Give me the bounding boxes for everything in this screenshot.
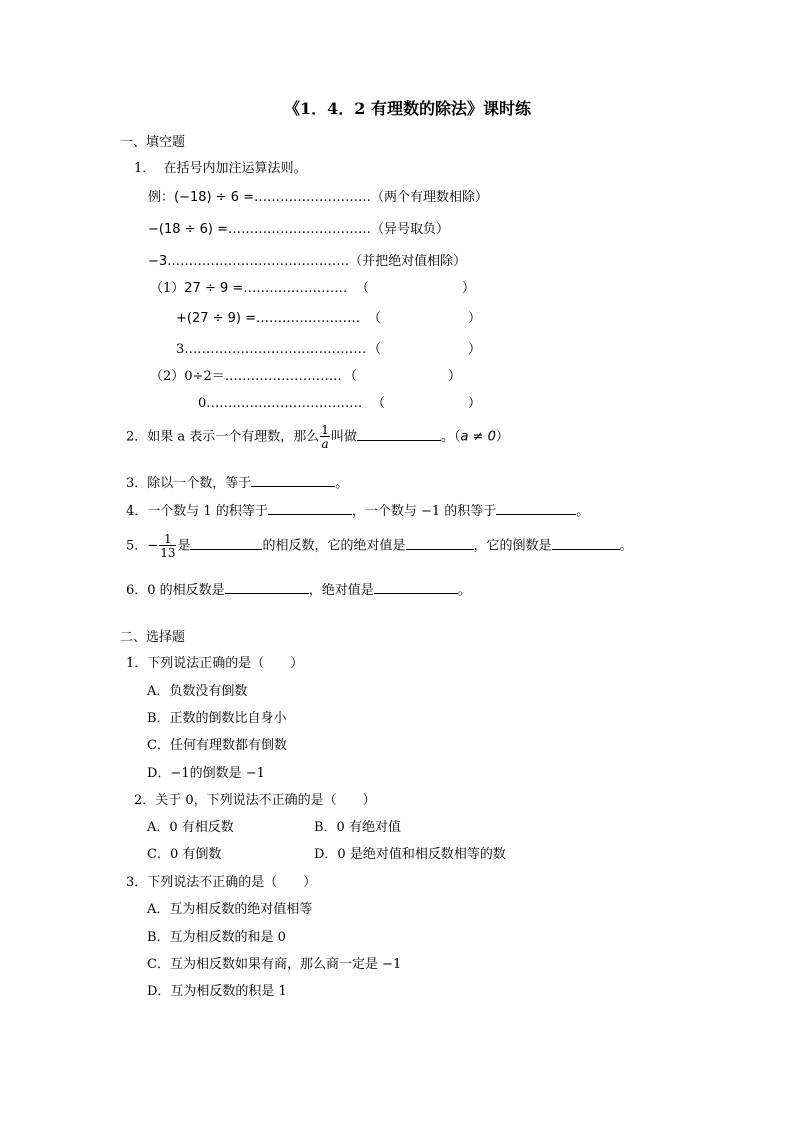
question-text: 叫做 — [330, 429, 357, 445]
question-text: ，绝对值是 — [308, 583, 374, 598]
option-d[interactable]: D．−1的倒数是 −1 — [147, 766, 265, 781]
option-c[interactable]: C．任何有理数都有倒数 — [147, 738, 287, 753]
answer-paren-right: ） — [468, 342, 482, 357]
question-text: 。（ — [440, 429, 461, 445]
part-expression: 0 — [198, 396, 207, 411]
answer-blank[interactable] — [406, 537, 474, 550]
option-d[interactable]: D．0 是绝对值和相反数相等的数 — [314, 847, 506, 862]
mc-question-2-stem: 2．关于 0，下列说法不正确的是（ ） — [134, 793, 376, 808]
dot-leader: …………………………… — [228, 222, 372, 237]
answer-blank[interactable] — [496, 502, 576, 515]
part-expression: +(27 ÷ 9) = — [176, 311, 257, 326]
question-number: 6． — [126, 583, 148, 598]
question-text: ，它的倒数是 — [473, 538, 552, 554]
example-line-3 — [148, 255, 466, 268]
answer-blank[interactable] — [552, 537, 620, 550]
minus-sign: − — [147, 538, 159, 554]
question-text: 。 — [457, 583, 471, 598]
answer-blank[interactable] — [268, 502, 352, 515]
question-2 — [126, 424, 509, 450]
answer-paren-right: ） — [448, 369, 462, 384]
question-5 — [126, 533, 633, 559]
example-line-2 — [148, 223, 449, 236]
question-text: ） — [495, 429, 509, 445]
rule-note: （两个有理数相除） — [371, 190, 489, 205]
part-expression: 3 — [176, 342, 185, 357]
question-number: 4． — [126, 504, 148, 519]
fraction-one-over-a — [320, 424, 330, 450]
question-text: ，一个数与 −1 的积等于 — [351, 504, 497, 519]
answer-blank[interactable] — [251, 474, 335, 487]
mc-question-1-stem: 1．下列说法正确的是（ ） — [126, 656, 304, 671]
dot-leader: ……………………… — [254, 190, 372, 205]
part-1-line-a — [150, 282, 347, 295]
question-4 — [126, 502, 589, 518]
dot-leader: …………………………………… — [184, 342, 367, 357]
example-label: 例： — [148, 190, 175, 205]
dot-leader: …………………… — [243, 281, 348, 296]
question-number: 5． — [126, 538, 148, 554]
example-expression: −(18 ÷ 6) = — [148, 222, 229, 237]
question-1-stem — [134, 162, 307, 175]
question-text: 。 — [576, 504, 590, 519]
answer-blank[interactable] — [190, 537, 262, 550]
part-1-line-b — [176, 312, 360, 325]
fraction-numerator: 1 — [321, 423, 329, 437]
answer-blank[interactable] — [225, 581, 309, 594]
answer-paren-right: ） — [462, 281, 476, 296]
fraction-numerator: 1 — [159, 533, 176, 546]
question-text: 0 的相反数是 — [147, 583, 225, 598]
section-heading-fill-in: 一、填空题 — [120, 135, 186, 150]
part-expression: 0÷2＝ — [184, 369, 225, 384]
question-number: 1． — [134, 161, 156, 176]
mc-question-3-stem: 3．下列说法不正确的是（ ） — [126, 875, 317, 890]
dot-leader: ……………………… — [224, 369, 342, 384]
condition: a ≠ 0 — [460, 429, 496, 445]
option-a[interactable]: A．负数没有倒数 — [147, 684, 248, 699]
dot-leader: …………………… — [256, 311, 361, 326]
question-text: 一个数与 1 的积等于 — [147, 504, 268, 519]
answer-paren-left: （ — [372, 396, 386, 411]
option-c[interactable]: C．互为相反数如果有商，那么商一定是 −1 — [147, 957, 402, 972]
answer-paren-left: （ — [344, 369, 358, 384]
section-heading-multiple-choice: 二、选择题 — [120, 630, 186, 645]
part-label: （1） — [150, 281, 185, 296]
answer-paren-left: （ — [368, 342, 382, 357]
page-title: 《1．4．2 有理数的除法》课时练 — [284, 99, 531, 118]
rule-note: （异号取负） — [371, 222, 450, 237]
answer-paren-left: （ — [356, 281, 370, 296]
part-2-line-b — [198, 397, 362, 410]
option-c[interactable]: C．0 有倒数 — [147, 847, 222, 862]
question-text: 。 — [619, 538, 633, 554]
dot-leader: …………………………………… — [167, 254, 350, 269]
fraction-denominator: a — [321, 437, 329, 451]
question-text: 。 — [335, 476, 349, 491]
option-a[interactable]: A．0 有相反数 — [147, 820, 234, 835]
question-number: 2． — [126, 429, 148, 445]
part-expression: 27 ÷ 9 = — [184, 281, 244, 296]
question-text: 是 — [177, 538, 191, 554]
answer-paren-right: ） — [468, 311, 482, 326]
option-a[interactable]: A．互为相反数的绝对值相等 — [147, 902, 313, 917]
question-text: 如果 a 表示一个有理数，那么 — [147, 429, 320, 445]
answer-paren-left: （ — [368, 311, 382, 326]
answer-blank[interactable] — [357, 428, 441, 441]
example-line — [148, 191, 488, 204]
fraction-denominator: 13 — [160, 546, 176, 560]
part-1-line-c — [176, 343, 366, 356]
dot-leader: ……………………………… — [206, 396, 363, 411]
question-text: 在括号内加注运算法则。 — [163, 161, 307, 176]
question-3 — [126, 474, 348, 490]
example-expression: −3 — [148, 254, 168, 269]
question-text: 的相反数，它的绝对值是 — [262, 538, 406, 554]
option-d[interactable]: D．互为相反数的积是 1 — [147, 984, 287, 999]
part-2-line-a — [150, 370, 342, 383]
answer-blank[interactable] — [374, 581, 458, 594]
rule-note: （并把绝对值相除） — [349, 254, 467, 269]
answer-paren-right: ） — [468, 396, 482, 411]
question-number: 3． — [126, 476, 148, 491]
example-expression: (−18) ÷ 6 = — [174, 190, 255, 205]
question-6 — [126, 581, 471, 597]
option-b[interactable]: B．正数的倒数比自身小 — [147, 711, 287, 726]
fraction-one-over-thirteen — [159, 533, 176, 559]
question-text: 除以一个数，等于 — [147, 476, 252, 491]
option-b[interactable]: B．互为相反数的和是 0 — [147, 930, 286, 945]
part-label: （2） — [150, 369, 185, 384]
option-b[interactable]: B．0 有绝对值 — [314, 820, 401, 835]
